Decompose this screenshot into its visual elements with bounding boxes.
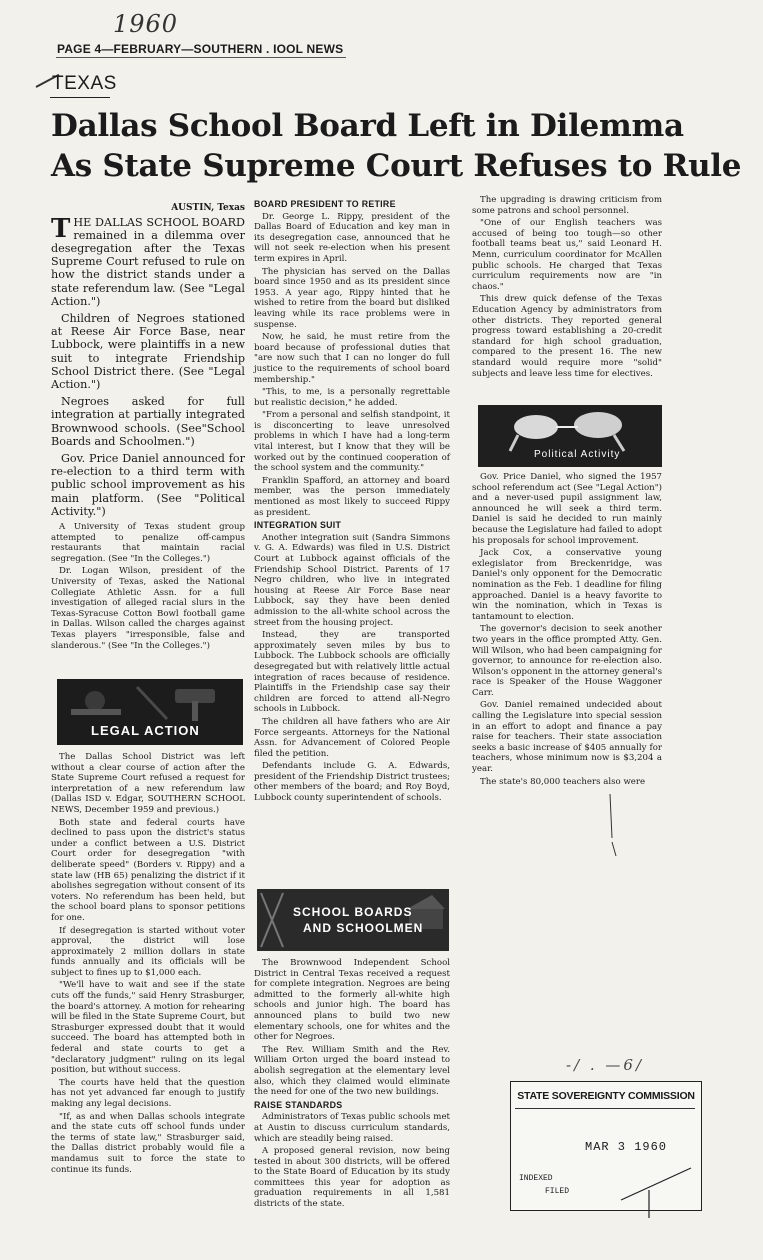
subhead-board-president: BOARD PRESIDENT TO RETIRE (254, 199, 396, 209)
handwritten-year: 1960 (113, 10, 179, 38)
legal-paragraph: "If, as and when Dallas schools integrate and the state cuts off school funds under the terms of state law," Strasburger said, the Dallas district probably would file a mandamus suit to force the state to continue its funds. (51, 1111, 245, 1175)
drop-cap: T (51, 213, 71, 244)
legal-paragraph: The courts have held that the question has not yet advanced far enough to justify making any legal decisions. (51, 1077, 245, 1109)
stamp-date: MAR 3 1960 (585, 1140, 668, 1154)
headline-line-2: As State Supreme Court Refuses to Rule (51, 148, 742, 184)
retire-paragraph: Now, he said, he must retire from the board because of professional duties that "are now such that I can no longer do full justice to the requirements of school board membership." (254, 332, 450, 385)
political-paragraph: Gov. Price Daniel, who signed the 1957 school referendum act (See "Legal Action") and a never-used pupil assignment law, announced he will seek a third term. Daniel is said he decided to run mainly because the Legislature had failed to adopt his proposals for school improvement. (472, 472, 662, 546)
stamp-title-rule (515, 1108, 695, 1109)
page-kicker: PAGE 4—FEBRUARY—SOUTHERN . IOOL NEWS (57, 42, 344, 56)
suit-paragraph: Another integration suit (Sandra Simmons v. G. A. Edwards) was filed in U.S. District Court at Lubbock against officials of the Friendship School District. Parents of 17 Negro children, who live in integrated housing at Reese Air Force Base near Lubbock, say they have been denied admission to the all-white school across the street from the housing project. (254, 532, 450, 628)
legal-paragraph: The Dallas School District was left without a clear course of action after the State Supreme Court refused a request for interpretation of a new referendum law (Dallas ISD v. Edgar, SOUTHERN SCHOOL NEWS, December 1959 and previous.) (51, 752, 245, 815)
retire-paragraph: "This, to me, is a personally regrettable but realistic decision," he added. (254, 387, 450, 408)
section-rule (50, 97, 110, 98)
political-paragraph: The governor's decision to seek another two years in the office prompted Atty. Gen. Will Wilson, who had been campaigning for governor, to announce for re-election also. Wilson's opponent in the attorney general's race is Speaker of the House Waggoner Carr. (472, 624, 662, 698)
upgrade-paragraph: "One of our English teachers was accused of being too tough—so other football teams beat us," said Leonard H. Menn, curriculum coordinator for McAllen public schools. He charged that Texas curriculum requirements now are "in chaos." (472, 218, 662, 292)
standards-paragraph: A proposed general revision, now being tested in about 300 districts, will be offered to the State Board of Education by its study committees this year for adoption as graduation requirements in all 1,581 districts of the state. (254, 1146, 450, 1210)
lead-paragraph: Children of Negroes stationed at Reese Air Force Base, near Lubbock, were plaintiffs in a new suit to integrate Friendship School District there. (See "Legal Action.") (51, 312, 245, 392)
standards-paragraph: Administrators of Texas public schools met at Austin to discuss curriculum standards, which are steadily being raised. (254, 1112, 450, 1144)
retire-paragraph: Franklin Spafford, an attorney and board member, was the person immediately mentioned as most likely to succeed Rippy as president. (254, 475, 450, 518)
pen-mark-icon (590, 790, 630, 860)
retire-paragraph: The physician has served on the Dallas board since 1950 and as its president since 1953. A year ago, Rippy hinted that he wished to retire from the board but disliked leaving while its race problems were in suspense. (254, 266, 450, 330)
legal-action-banner (57, 679, 243, 745)
stamp-check-icon (619, 1160, 699, 1220)
stamp-scrawl: -/ . —6/ (566, 1056, 645, 1074)
suit-paragraph: The children all have fathers who are Air Force sergeants. Attorneys for the National Assn. for Advancement of Colored People filed the petition. (254, 716, 450, 759)
headline-line-1: Dallas School Board Left in Dilemma (51, 108, 684, 144)
body-paragraph: A University of Texas student group attempted to penalize off-campus restaurants that maintain racial segregation. (See "In the Colleges.") (51, 522, 245, 564)
retire-paragraph: Dr. George L. Rippy, president of the Dallas Board of Education and key man in its desegregation case, announced that he will not seek re-election when his present term expires in April. (254, 211, 450, 264)
legal-action-text (51, 752, 245, 1177)
stamp-title: STATE SOVEREIGNTY COMMISSION (517, 1090, 695, 1102)
subhead-integration-suit: INTEGRATION SUIT (254, 520, 342, 531)
lead-paragraph: Gov. Price Daniel announced for re-election to a third term with public school improvement as his main platform. (See "Political Activity.") (51, 452, 245, 518)
school-boards-banner (257, 889, 449, 951)
commission-stamp (510, 1081, 702, 1211)
legal-paragraph: "We'll have to wait and see if the state cuts off the funds," said Henry Strasburger, the board's attorney. A motion for rehearing will be filed in the State Supreme Court, but Strasburger expressed doubt that it would succeed. The board has attempted both in federal and state courts to get a "declaratory judgment" ruling on its legal position, but without success. (51, 980, 245, 1076)
schoolhouse-icon (257, 889, 449, 951)
political-paragraph: Jack Cox, a conservative young exlegislator from Breckenridge, was Daniel's only opponent for the Democratic nomination as the Feb. 1 deadline for filing approached. Daniel is a heavy favorite to win the nomination, which in Texas is tantamount to election. (472, 548, 662, 622)
political-activity-banner (478, 405, 662, 467)
boards-paragraph: The Rev. William Smith and the Rev. William Orton urged the board instead to abolish segregation at the elementary level also, which they claimed would eliminate the need for one of the two new buildings. (254, 1044, 450, 1098)
section-label: TEXAS (52, 73, 117, 94)
suit-paragraph: Defendants include G. A. Edwards, president of the Friendship District trustees; other members of the board; and Roy Boyd, Lubbock county superintendent of schools. (254, 761, 450, 804)
legal-paragraph: If desegregation is started without voter approval, the district will lose approximately 2 million dollars in state funds annually and its officials will be subject to fines up to $1,000 each. (51, 925, 245, 978)
banner-label-1: SCHOOL BOARDS (293, 905, 413, 919)
banner-label-2: AND SCHOOLMEN (303, 921, 424, 935)
column-2 (254, 199, 450, 806)
banner-label: LEGAL ACTION (91, 723, 200, 738)
stamp-index-label: INDEXED (519, 1174, 553, 1183)
lead-paragraph: HE DALLAS SCHOOL BOARD remained in a dilemma over desegregation after the Texas Supreme Court refused to rule on how the district stands under a state referendum law. (See "Legal Action.") (51, 215, 245, 308)
lead-paragraph: Negroes asked for full integration at partially integrated Brownwood schools. (See"School Boards and Schoolmen.") (51, 395, 245, 448)
lead-text (51, 213, 245, 518)
retire-paragraph: "From a personal and selfish standpoint, it is disconcerting to leave unresolved problems in which I have had a long-term vital interest, but I know that they will be worked out by the continued cooperation of the school system and the community." (254, 410, 450, 474)
column-3 (472, 195, 662, 381)
stamp-filed-label: FILED (545, 1187, 570, 1196)
upgrade-paragraph: The upgrading is drawing criticism from some patrons and school personnel. (472, 195, 662, 216)
dateline: AUSTIN, Texas (171, 203, 245, 213)
column-3-lower (472, 472, 662, 789)
political-paragraph: Gov. Daniel remained undecided about calling the Legislature into special session in an effort to adopt and finance a pay raise for teachers. Their state association seeks a basic increase of $405 annually for teachers, whose minimum now is $3,204 a year. (472, 700, 662, 775)
political-paragraph: The state's 80,000 teachers also were (480, 776, 646, 787)
column-1 (51, 203, 245, 653)
suit-paragraph: Instead, they are transported approximately seven miles by bus to Lubbock. The Lubbock schools are officially desegregated but with relatively little actual integration of races because of residence. Plaintiffs in the Friendship case say their children are forced to attend all-Negro schools in Lubbock. (254, 630, 450, 715)
banner-label: Political Activity (534, 449, 621, 460)
column-2-lower (254, 958, 450, 1212)
top-rule (56, 57, 346, 58)
legal-paragraph: Both state and federal courts have declined to pass upon the district's status under a conflict between a U.S. District Court order for desegregation "with deliberate speed" (Borders v. Rippy) and a state law (HB 65) penalizing the district if it abolishes segregation without consent of its voters. No referendum has been held, but the school board plans to sponsor petitions for one. (51, 817, 245, 923)
upgrade-paragraph: This drew quick defense of the Texas Education Agency by administrators from other districts. They reported general progress toward establishing a 20-credit standard for high school graduation, compared to the present 16. The new standard would require more "solid" subjects and leave less time for electives. (472, 294, 662, 379)
subhead-raise-standards: RAISE STANDARDS (254, 1099, 343, 1110)
boards-paragraph: The Brownwood Independent School District in Central Texas received a request for complete integration. Negroes are being admitted to the formerly all-white high schools and junior high. The board has announced plans to build two new elementary schools, one for whites and the other for Negroes. (254, 958, 450, 1043)
body-paragraph: Dr. Logan Wilson, president of the University of Texas, asked the National Collegiate Athletic Assn. for a full investigation of alleged racial slurs in the Texas-Syracuse Cotton Bowl football game in Dallas. Wilson called the charges against Texas players "irresponsible, false and slanderous." (See "In the Colleges.") (51, 566, 245, 651)
